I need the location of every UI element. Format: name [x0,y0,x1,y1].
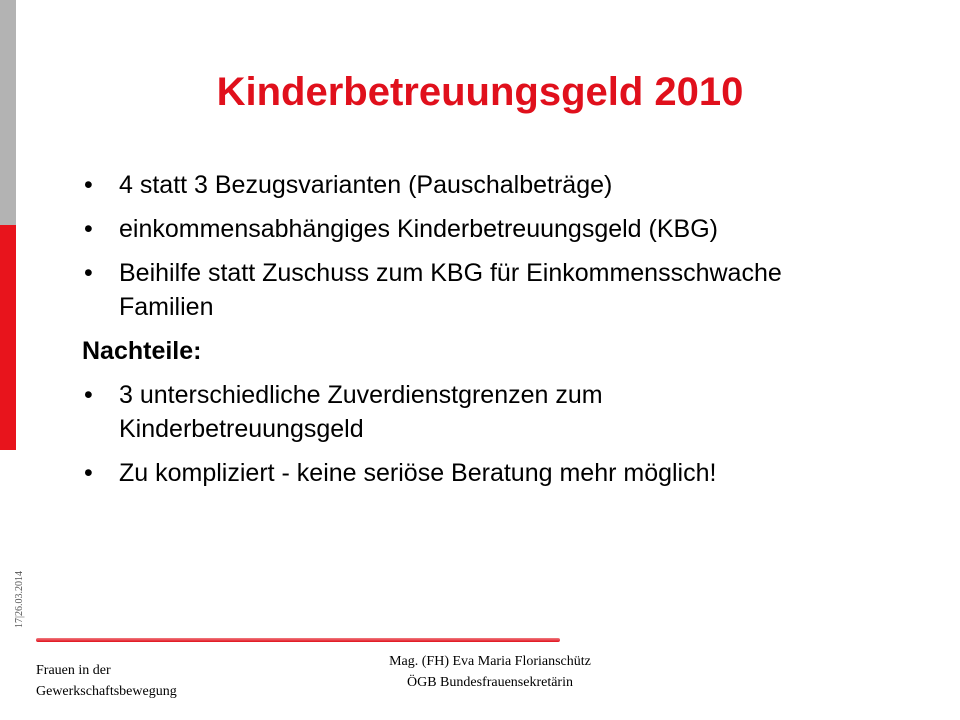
bullet-text: 4 statt 3 Bezugsvarianten (Pauschalbeträge) [119,171,613,199]
bullet-item [82,256,802,324]
bullet-dot: • [84,259,93,287]
bullet-dot: • [84,459,93,487]
bullet-dot: • [84,215,93,243]
bullet-item [82,168,802,202]
bullet-dot: • [84,171,93,199]
section-heading: Nachteile: [82,337,202,365]
footer-divider [36,638,560,642]
bullet-item [82,456,802,490]
footer-organization [36,660,177,702]
side-bar-red [0,225,16,450]
footer-author-role: ÖGB Bundesfrauensekretärin [406,675,573,690]
bullet-text: Beihilfe statt Zuschuss zum KBG für Einkommensschwache Familien [119,259,782,321]
footer-author [340,651,640,693]
bullet-item [82,378,802,446]
bullet-dot: • [84,381,93,409]
side-date: 17|26.03.2014 [14,570,25,628]
slide-content [82,168,802,500]
footer-author-name: Mag. (FH) Eva Maria Florianschütz [389,654,591,669]
footer-org-line2: Gewerkschaftsbewegung [36,684,177,699]
bullet-text: Zu kompliziert - keine seriöse Beratung mehr möglich! [119,459,717,487]
bullet-text: 3 unterschiedliche Zuverdienstgrenzen zum Kinderbetreuungsgeld [119,381,603,443]
bullet-item [82,212,802,246]
footer-org-line1: Frauen in der [36,663,111,678]
bullet-text: einkommensabhängiges Kinderbetreuungsgeld (KBG) [119,215,718,243]
slide-title: Kinderbetreuungsgeld 2010 [216,70,744,114]
